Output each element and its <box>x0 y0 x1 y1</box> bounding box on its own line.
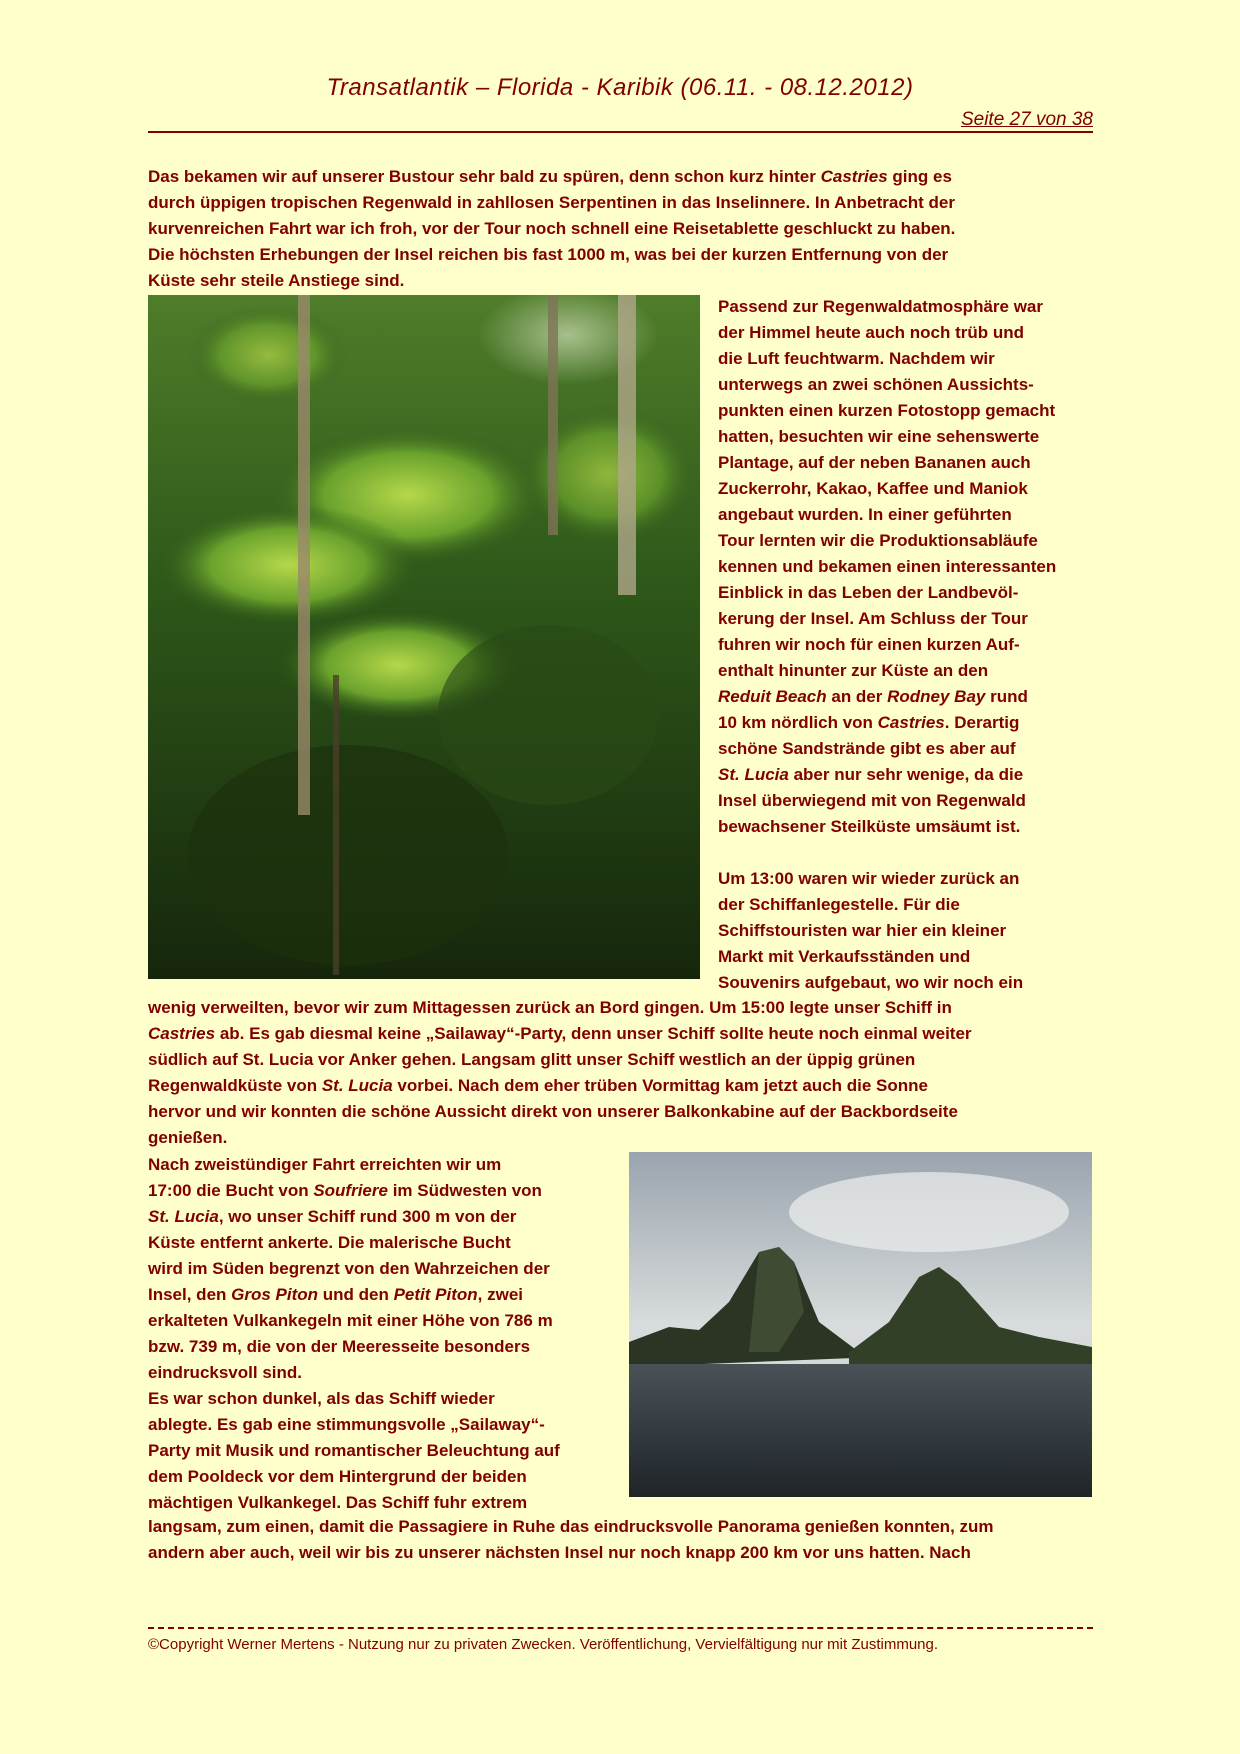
place-name: St. Lucia <box>718 765 789 784</box>
text-span: Küste entfernt ankerte. Die malerische Bucht <box>148 1233 511 1252</box>
text-line <box>148 1256 560 1282</box>
text-line <box>718 814 1056 840</box>
text-line <box>718 632 1056 658</box>
text-span: kurvenreichen Fahrt war ich froh, vor der Tour noch schnell eine Reisetablette geschluckt zu haben. <box>148 219 956 238</box>
text-span: dem Pooldeck vor dem Hintergrund der beiden <box>148 1467 527 1486</box>
text-line <box>148 1540 994 1566</box>
text-line <box>718 918 1056 944</box>
place-name: Petit Piton <box>393 1285 478 1304</box>
text-span: kerung der Insel. Am Schluss der Tour <box>718 609 1028 628</box>
text-span: schöne Sandstrände gibt es aber auf <box>718 739 1016 758</box>
text-line <box>148 1125 972 1151</box>
text-line <box>718 372 1056 398</box>
paragraph-left-column <box>148 1152 560 1516</box>
text-span: wird im Süden begrenzt von den Wahrzeichen der <box>148 1259 550 1278</box>
text-span: erkalteten Vulkankegeln mit einer Höhe von 786 m <box>148 1311 553 1330</box>
text-span: bewachsener Steilküste umsäumt ist. <box>718 817 1021 836</box>
text-span: Das bekamen wir auf unserer Bustour sehr bald zu spüren, denn schon kurz hinter <box>148 167 821 186</box>
text-line <box>718 476 1056 502</box>
text-span: ablegte. Es gab eine stimmungsvolle „Sailaway“- <box>148 1415 545 1434</box>
text-span: aber nur sehr wenige, da die <box>788 765 1024 784</box>
text-line <box>148 242 955 268</box>
text-line <box>148 1438 560 1464</box>
text-line <box>718 398 1056 424</box>
text-line <box>718 892 1056 918</box>
text-line <box>718 450 1056 476</box>
place-name: Castries <box>148 1024 216 1043</box>
text-span: Souvenirs aufgebaut, wo wir noch ein <box>718 973 1024 992</box>
text-span: südlich auf St. Lucia vor Anker gehen. Langsam glitt unser Schiff westlich an der üppig grünen <box>148 1050 916 1069</box>
text-span: wenig verweilten, bevor wir zum Mittagessen zurück an Bord gingen. Um 15:00 legte unser Schiff in <box>148 998 952 1017</box>
text-span: punkten einen kurzen Fotostopp gemacht <box>718 401 1056 420</box>
text-line <box>148 216 955 242</box>
text-line <box>148 1412 560 1438</box>
text-line <box>718 736 1056 762</box>
text-span: Küste sehr steile Anstiege sind. <box>148 271 405 290</box>
text-span: 10 km nördlich von <box>718 713 878 732</box>
text-line <box>718 424 1056 450</box>
paragraph-bottom <box>148 1514 994 1566</box>
pitons-photo <box>629 1152 1092 1497</box>
place-name: Soufriere <box>313 1181 388 1200</box>
text-span: Um 13:00 waren wir wieder zurück an <box>718 869 1020 888</box>
text-line <box>718 788 1056 814</box>
footer-divider <box>148 1627 1093 1629</box>
text-span: , wo unser Schiff rund 300 m von der <box>218 1207 517 1226</box>
text-span: andern aber auch, weil wir bis zu unserer nächsten Insel nur noch knapp 200 km vor uns hatten. Nach <box>148 1543 971 1562</box>
paragraph-full-width <box>148 995 972 1151</box>
text-span: hatten, besuchten wir eine sehenswerte <box>718 427 1040 446</box>
text-line <box>148 1308 560 1334</box>
text-span: Passend zur Regenwaldatmosphäre war <box>718 297 1043 316</box>
text-line <box>718 502 1056 528</box>
text-span: Zuckerrohr, Kakao, Kaffee und Maniok <box>718 479 1028 498</box>
text-span: genießen. <box>148 1128 228 1147</box>
text-span: ab. Es gab diesmal keine „Sailaway“-Party, denn unser Schiff sollte heute noch einmal weiter <box>215 1024 972 1043</box>
text-line <box>718 528 1056 554</box>
text-span: Es war schon dunkel, als das Schiff wieder <box>148 1389 495 1408</box>
text-span: und den <box>318 1285 394 1304</box>
text-span: Insel überwiegend mit von Regenwald <box>718 791 1026 810</box>
paragraph-intro <box>148 164 955 294</box>
text-line <box>148 1047 972 1073</box>
text-span: Tour lernten wir die Produktionsabläufe <box>718 531 1038 550</box>
text-line <box>718 970 1056 996</box>
text-line <box>148 1230 560 1256</box>
text-line <box>148 164 955 190</box>
text-line <box>718 580 1056 606</box>
text-line <box>718 606 1056 632</box>
text-line <box>718 346 1056 372</box>
pitons-image <box>629 1152 1092 1497</box>
text-line <box>718 840 1056 866</box>
text-line <box>148 1490 560 1516</box>
text-span: angebaut wurden. In einer geführten <box>718 505 1012 524</box>
page-number: Seite 27 von 38 <box>960 109 1093 130</box>
text-span: bzw. 739 m, die von der Meeresseite besonders <box>148 1337 531 1356</box>
text-span: durch üppigen tropischen Regenwald in zahllosen Serpentinen in das Inselinnere. In Anbetracht der <box>148 193 955 212</box>
text-span: langsam, zum einen, damit die Passagiere in Ruhe das eindrucksvolle Panorama genießen konnten, zum <box>148 1517 994 1536</box>
text-span: Nach zweistündiger Fahrt erreichten wir um <box>148 1155 502 1174</box>
text-span: der Schiffanlegestelle. Für die <box>718 895 960 914</box>
text-line <box>148 1099 972 1125</box>
text-line <box>148 1152 560 1178</box>
text-line <box>148 1204 560 1230</box>
text-line <box>148 1334 560 1360</box>
text-line <box>148 1360 560 1386</box>
place-name: Rodney Bay <box>887 687 986 706</box>
text-span: . Derartig <box>944 713 1020 732</box>
text-span: mächtigen Vulkankegel. Das Schiff fuhr extrem <box>148 1493 528 1512</box>
text-line <box>718 866 1056 892</box>
text-span: der Himmel heute auch noch trüb und <box>718 323 1025 342</box>
text-span: kennen und bekamen einen interessanten <box>718 557 1057 576</box>
text-span: vorbei. Nach dem eher trüben Vormittag kam jetzt auch die Sonne <box>392 1076 928 1095</box>
text-line <box>718 710 1056 736</box>
text-span: hervor und wir konnten die schöne Aussicht direkt von unserer Balkonkabine auf der Backbordseite <box>148 1102 958 1121</box>
text-span: die Luft feuchtwarm. Nachdem wir <box>718 349 995 368</box>
header-divider <box>148 131 1093 133</box>
text-line <box>718 320 1056 346</box>
text-line <box>718 944 1056 970</box>
text-span: Schiffstouristen war hier ein kleiner <box>718 921 1007 940</box>
text-span: Die höchsten Erhebungen der Insel reichen bis fast 1000 m, was bei der kurzen Entfernung von der <box>148 245 949 264</box>
text-line <box>148 1514 994 1540</box>
place-name: Castries <box>877 713 945 732</box>
rainforest-photo <box>148 295 700 979</box>
text-line <box>148 1021 972 1047</box>
text-span: enthalt hinunter zur Küste an den <box>718 661 989 680</box>
text-line <box>148 1178 560 1204</box>
text-span: , zwei <box>477 1285 524 1304</box>
text-span: Plantage, auf der neben Bananen auch <box>718 453 1031 472</box>
text-line <box>148 1073 972 1099</box>
text-line <box>718 658 1056 684</box>
text-line <box>718 554 1056 580</box>
text-line <box>718 294 1056 320</box>
document-title: Transatlantik – Florida - Karibik (06.11. - 08.12.2012) <box>326 74 914 101</box>
text-span: 17:00 die Bucht von <box>148 1181 314 1200</box>
place-name: Gros Piton <box>231 1285 319 1304</box>
text-line <box>718 684 1056 710</box>
text-span: eindrucksvoll sind. <box>148 1363 302 1382</box>
text-span: Regenwaldküste von <box>148 1076 322 1095</box>
text-span: rund <box>985 687 1028 706</box>
text-span: fuhren wir noch für einen kurzen Auf- <box>718 635 1020 654</box>
text-span: Einblick in das Leben der Landbevöl- <box>718 583 1019 602</box>
text-span: Markt mit Verkaufsständen und <box>718 947 971 966</box>
copyright-notice: ©Copyright Werner Mertens - Nutzung nur zu privaten Zwecken. Veröffentlichung, Vervielfältigung nur mit Zustimmung. <box>148 1636 939 1653</box>
text-span: ging es <box>887 167 952 186</box>
text-line <box>148 1282 560 1308</box>
rainforest-image <box>148 295 700 979</box>
text-span: Party mit Musik und romantischer Beleuchtung auf <box>148 1441 560 1460</box>
text-line <box>148 190 955 216</box>
text-line <box>148 1386 560 1412</box>
text-span: Insel, den <box>148 1285 232 1304</box>
place-name: Castries <box>820 167 888 186</box>
text-span: im Südwesten von <box>387 1181 542 1200</box>
place-name: Reduit Beach <box>718 687 827 706</box>
text-span: an der <box>826 687 888 706</box>
text-line <box>718 762 1056 788</box>
place-name: St. Lucia <box>321 1076 393 1095</box>
place-name: St. Lucia <box>148 1207 219 1226</box>
text-line <box>148 268 955 294</box>
paragraph-right-column <box>718 294 1056 996</box>
text-line <box>148 1464 560 1490</box>
text-line <box>148 995 972 1021</box>
text-span: unterwegs an zwei schönen Aussichts- <box>718 375 1034 394</box>
